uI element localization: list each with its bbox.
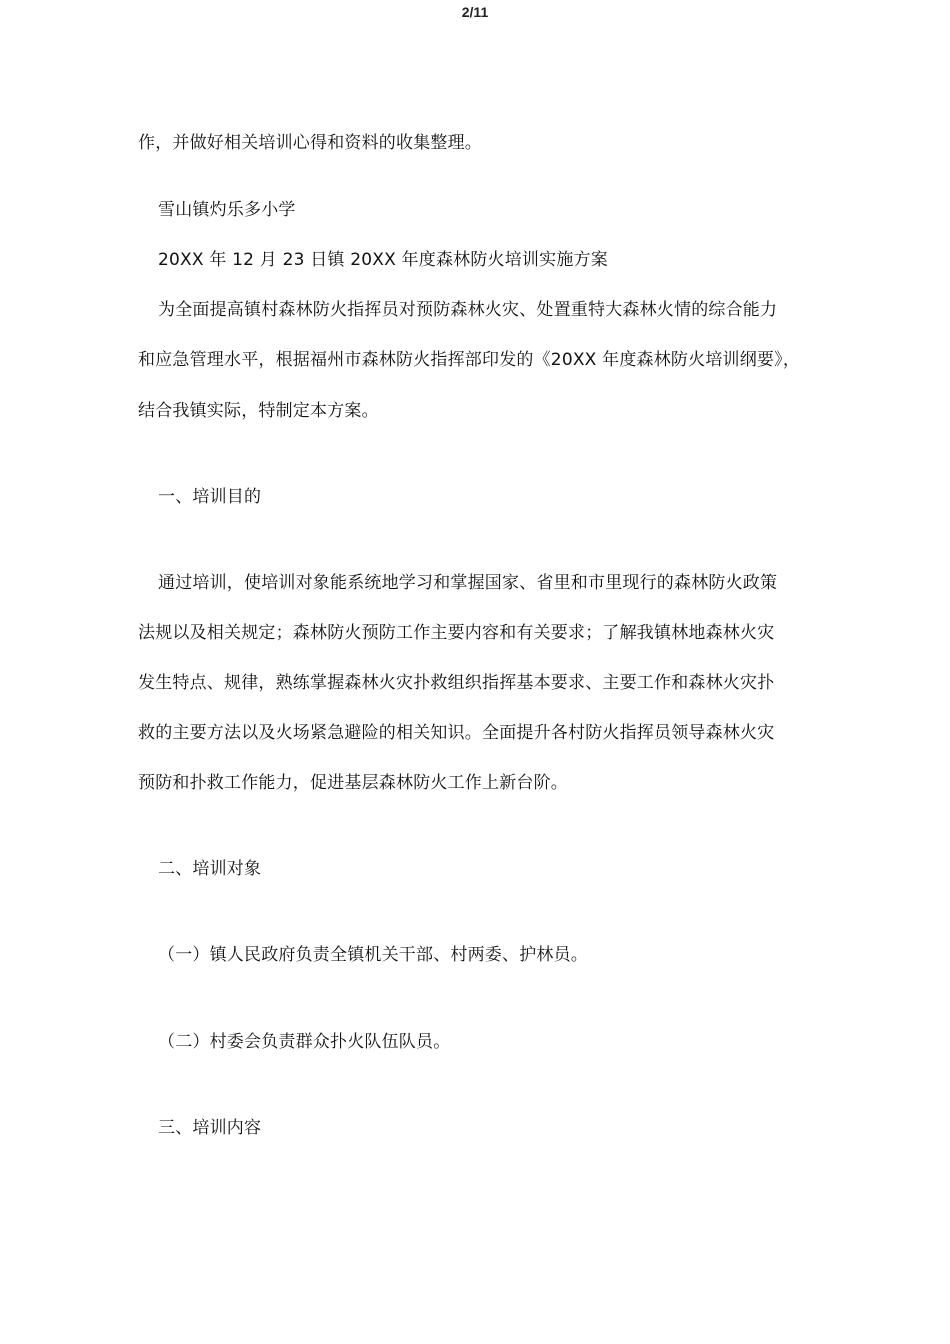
intro-line: 结合我镇实际，特制定本方案。 [138,401,379,421]
signature-school: 雪山镇灼乐多小学 [158,200,296,220]
participants-item: （二）村委会负责群众扑火队伍队员。 [158,1032,451,1052]
purpose-line: 通过培训，使培训对象能系统地学习和掌握国家、省里和市里现行的森林防火政策 [158,573,778,593]
intro-line: 为全面提高镇村森林防火指挥员对预防森林火灾、处置重特大森林火情的综合能力 [158,300,778,320]
purpose-line: 法规以及相关规定；森林防火预防工作主要内容和有关要求；了解我镇林地森林火灾 [138,623,775,643]
intro-line: 和应急管理水平，根据福州市森林防火指挥部印发的《20XX 年度森林防火培训纲要》， [138,350,801,370]
section-heading-participants: 二、培训对象 [158,859,262,879]
purpose-line: 预防和扑救工作能力，促进基层森林防火工作上新台阶。 [138,773,568,793]
continuation-line: 作，并做好相关培训心得和资料的收集整理。 [138,133,482,153]
section-heading-content: 三、培训内容 [158,1118,262,1138]
page-number: 2/11 [461,4,489,20]
participants-item: （一）镇人民政府负责全镇机关干部、村两委、护林员。 [158,945,588,965]
section-heading-purpose: 一、培训目的 [158,487,262,507]
purpose-line: 发生特点、规律，熟练掌握森林火灾扑救组织指挥基本要求、主要工作和森林火灾扑 [138,673,775,693]
purpose-line: 救的主要方法以及火场紧急避险的相关知识。全面提升各村防火指挥员领导森林火灾 [138,723,775,743]
date-and-plan-title: 20XX 年 12 月 23 日镇 20XX 年度森林防火培训实施方案 [158,250,608,270]
